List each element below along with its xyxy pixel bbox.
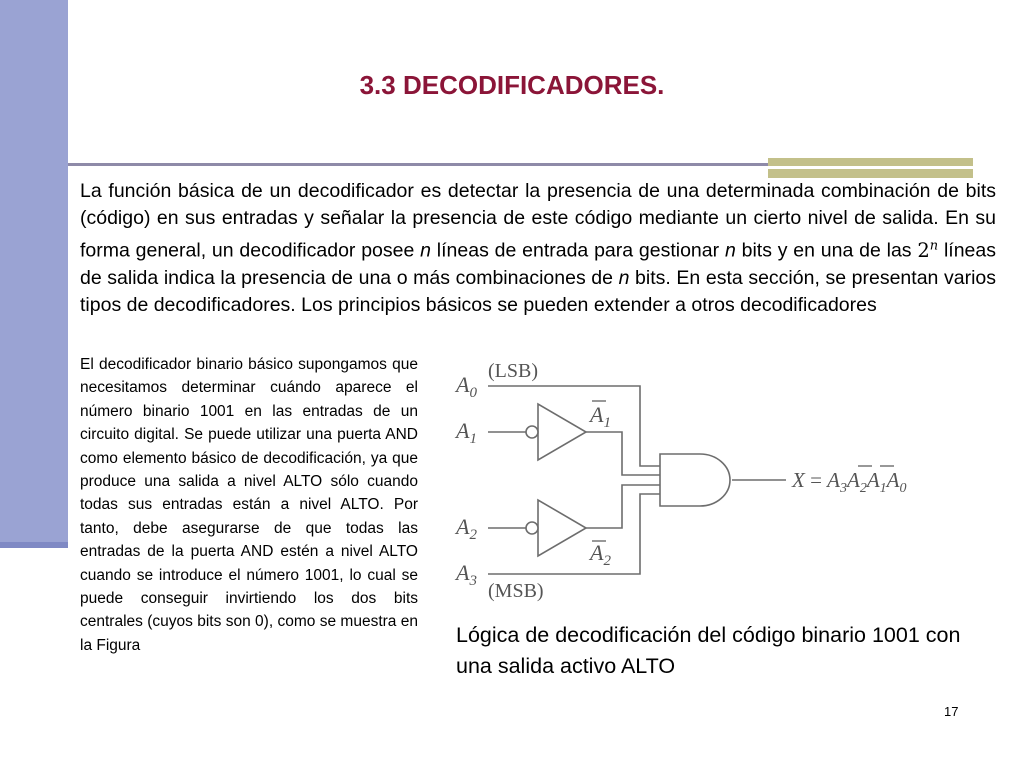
page-number: 17 — [944, 704, 959, 719]
inverter-a1 — [538, 404, 586, 460]
title-divider — [68, 163, 768, 166]
circuit-wires — [488, 386, 786, 574]
decoder-description: El decodificador binario básico supongamos que necesitamos determinar cuándo aparece el número binario 1001 en las entradas de un circuito digital. Se puede utilizar una puerta AND como elemento básico de decodificación, ya que produce una salida a nivel ALTO sólo cuando todas sus entradas están a nivel ALTO. Por tanto, debe asegurarse de que todas las entradas de la puerta AND estén a nivel ALTO cuando se introduce el número 1001, lo cual se puede conseguir invirtiendo los dos bits centrales (cuyos bits son 0), como se muestra en la Figura — [80, 356, 418, 654]
intro-text-5: bits. En esta sección, se presentan varios tipos de decodificadores. Los principios básicos se pueden extender a otros decodificadores — [80, 266, 996, 316]
wire-not-a2 — [586, 485, 660, 528]
and-gate — [660, 454, 730, 506]
power-base: 2 — [917, 238, 930, 262]
input-a2-label: $A_2$ — [456, 514, 477, 543]
not-a2-label — [588, 540, 611, 569]
svg-text:A2: $A_2$ — [590, 540, 611, 569]
intro-var-n: n — [618, 266, 630, 289]
output-equation — [791, 466, 906, 496]
power-exponent: n — [929, 238, 939, 253]
intro-text-1: La función básica de un decodificador es detectar la presencia de una determinada combinación de bits (código) en sus entradas y señalar la presencia de este código mediante un cierto nivel de salida. En su forma general, un decodificador posee — [80, 180, 996, 262]
input-a1-label: $A_1$ — [456, 418, 477, 447]
inverter-a2 — [538, 500, 586, 556]
accent-bar-stripe — [768, 166, 973, 169]
intro-power — [917, 239, 938, 262]
not-a1-label — [588, 401, 611, 431]
intro-var-n: n — [420, 239, 431, 262]
inverter-a2-bubble — [526, 522, 538, 534]
circuit-gates — [526, 404, 730, 556]
input-a3-label: $A_3$ — [456, 560, 477, 589]
slide-title: 3.3 DECODIFICADORES. — [359, 70, 665, 100]
intro-text-3: bits y en una de las — [735, 239, 918, 262]
decoder-circuit-diagram — [440, 352, 960, 610]
sidebar-decoration — [0, 0, 68, 548]
lsb-label: (LSB) — [488, 360, 538, 382]
intro-text-4: líneas de salida indica la presencia de una o más combinaciones de — [80, 239, 996, 289]
intro-var-n: n — [724, 239, 736, 262]
wire-not-a1 — [586, 432, 660, 475]
svg-text:A1: $A_1$ — [590, 402, 611, 431]
intro-text-2: líneas de entrada para gestionar — [431, 239, 725, 262]
intro-paragraph — [80, 178, 996, 319]
svg-text:X = A3A2A1A0: $X = A_3A_2A_1A_0$ — [792, 468, 907, 496]
sidebar-edge-decoration — [0, 542, 68, 548]
input-a0-label: $A_0$ — [456, 372, 477, 401]
inverter-a1-bubble — [526, 426, 538, 438]
figure-caption: Lógica de decodificación del código binario 1001 con una salida activo ALTO — [456, 623, 961, 678]
msb-label: (MSB) — [488, 580, 544, 602]
